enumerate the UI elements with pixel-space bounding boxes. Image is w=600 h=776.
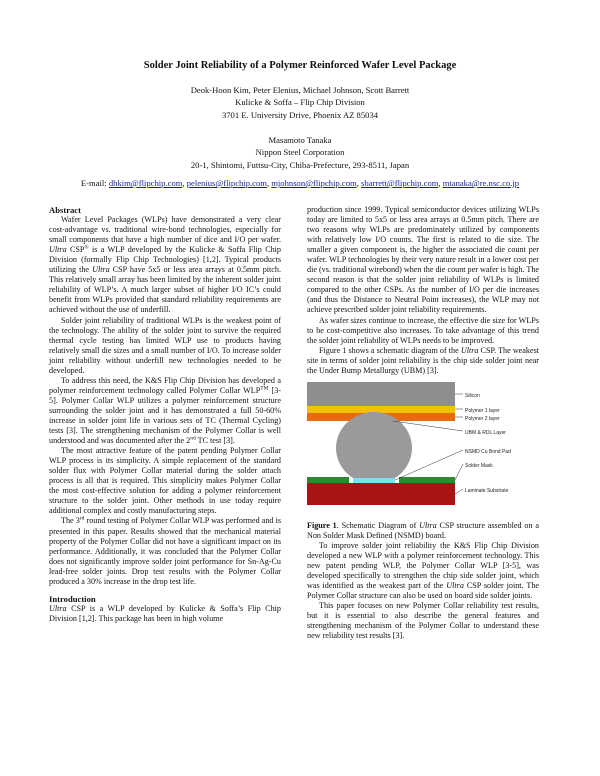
solder-mask-right [399,477,455,483]
figure-1 [307,382,539,518]
introduction-heading: Introduction [49,593,96,604]
email-link[interactable]: pelenius@flipchip.com [186,178,267,188]
intro-paragraph: As wafer sizes continue to increase, the effective die size for WLPs to be cost-competitive also increases. To take advantage of this trend the solder joint reliability of WLPs needs to be improved. [307,315,539,345]
figure-label: Polymer 2 layer [465,415,500,422]
author-block [0,84,600,121]
cu-bond-pad [353,478,395,483]
solder-ball [336,412,412,484]
figure-label: Polymer 1 layer [465,407,500,414]
figure-label: Solder Mask [465,462,493,469]
figure-label: NSMD Cu Bond Pad [465,448,511,455]
email-link[interactable]: mjohnson@flipchip.com [271,178,357,188]
address-1: 3701 E. University Drive, Phoenix AZ 85034 [221,109,379,120]
abstract-paragraph: The 3rd round testing of Polymer Collar WLP was performed and is presented in this paper. Results showed that the mechanical material property of the Polymer Collar did not have a significant impact on its performance. Additionally, it was concluded that the Polymer Collar does not significantly improve solder joint performance for Sn-Ag-Cu lead-free solder joints. Drop test results with the Polymer Collar produced a 30% increase in the drop test life. [49,515,281,586]
polymer1-layer [307,406,455,413]
abstract-paragraph: Wafer Level Packages (WLPs) have demonstrated a very clear cost-advantage vs. traditional wire-bond technologies, especially for small components that have a high number of dice and I/O per wafer. Ultra CSP® is a WLP developed by the Kulicke & Soffa Flip Chip Division (formally Flip Chip Technologies) [1,2]. Typical products utilizing the Ultra CSP have 5x5 or less area arrays at 0.5mm pitch. This relatively small array has been limited by the inherent solder joint reliability of WLP’s. A much larger subset of higher I/O IC’s could benefit from WLPs provided that standard reliability requirements are achieved without the use of underfill. [49,215,281,315]
figure-label: Silicon [465,392,480,399]
paper-title: Solder Joint Reliability of a Polymer Reinforced Wafer Level Package [143,60,457,71]
figure-label: UBM & RDL Layer [465,429,506,436]
author-2: Masamoto Tanaka [268,135,332,145]
affiliation-2: Nippon Steel Corporation [255,147,345,158]
laminate-substrate [307,483,455,505]
intro-paragraph-start: Ultra CSP is a WLP developed by Kulicke & Soffa’s Flip Chip Division [1,2]. This package has been in high volume [49,603,281,623]
figure-label: Laminate Substrate [465,487,509,494]
intro-paragraph: This paper focuses on new Polymer Collar reliability test results, but it is essential to also describe the general features and strengthening mechanism of the Polymer Collar to understand these new reliability test results [3]. [307,601,539,641]
right-column [307,205,539,641]
figure-1-caption: Figure 1. Schematic Diagram of Ultra CSP structure assembled on a Non Solder Mask Defined (NSMD) board. [307,520,539,540]
email-line: E-mail: dhkim@flipchip.com, pelenius@flipchip.com, mjohnson@flipchip.com, sbarrett@flipchip.com, mtanaka@re.nsc.co.jp [80,178,520,188]
abstract-heading: Abstract [49,205,81,215]
address-2: 20-1, Shintomi, Futtsu-City, Chiba-Prefecture, 293-8511, Japan [190,159,410,170]
intro-paragraph: Figure 1 shows a schematic diagram of the Ultra CSP. The weakest site in terms of solder joint reliability is the chip side solder joint near the Under Bump Metallurgy (UBM) [3]. [307,345,539,375]
abstract-paragraph: To address this need, the K&S Flip Chip Division has developed a polymer reinforcement technology called Polymer Collar WLP™ [3-5]. Polymer Collar WLP utilizes a polymer reinforcement structure surrounding the solder joint and it has demonstrated a full 50-60% increase in solder joint life in various sets of TC (Thermal Cycling) tests [3]. The strengthening mechanism of the Polymer Collar is well understood and was documented after the 2nd TC test [3]. [49,375,281,446]
intro-paragraph-continued: production since 1999. Typical semiconductor devices utilizing WLPs today are limited to 5x5 or less area arrays at 0.5mm pitch. There are two reasons why WLPs are predominately utilized by components with relatively low I/O counts. The first is related to die size. The smaller a given component is, the higher the associated die count per wafer. WLP technologies by their very nature result in a lower cost per die (vs. traditional wirebond) when the die count per wafer is high. The second reason is that the solder joint reliability of WLPs is limited compared to the other CSPs. As the number of I/O per die increases (and thus the Distance to Neutral Point increases), the WLP may not achieve prescribed solder joint reliability requirements. [307,205,539,315]
author-block-2 [0,134,600,171]
intro-paragraph: To improve solder joint reliability the K&S Flip Chip Division developed a new WLP with a polymer reinforcement technology. This new patent pending WLP, the Polymer Collar WLP [3-5], was developed specifically to strengthen the chip side solder joint, which was identified as the weakest part of the Ultra CSP solder joint. The Polymer Collar structure can also be used on board side solder joints. [307,540,539,601]
abstract-paragraph: The most attractive feature of the patent pending Polymer Collar WLP process is its simplicity. A simple replacement of the standard solder flux with Polymer Collar material during the solder attach process is all that is required. This simplicity makes Polymer Collar the most cost-effective solution for adding a polymer reinforcement structure to the solder joint. Other methods in use today require additional complex and costly manufacturing steps. [49,446,281,516]
affiliation-1: Kulicke & Soffa – Flip Chip Division [235,97,365,108]
email-link[interactable]: sbarrett@flipchip.com [361,178,439,188]
authors-line: Deok-Hoon Kim, Peter Elenius, Michael Johnson, Scott Barrett [190,85,410,95]
abstract-paragraph: Solder joint reliability of traditional WLPs is the weakest point of the technology. The ability of the solder joint to survive the required thermal cycle testing has limited WLP use to products having relatively small die sizes and a small number of I/O. To increase solder joint reliability without underfill new technologies needed to be developed. [49,315,281,375]
solder-mask-left [307,477,349,483]
email-label: E-mail: [80,178,107,188]
email-link[interactable]: dhkim@flipchip.com [108,178,183,188]
email-link[interactable]: mtanaka@re.nsc.co.jp [442,178,520,188]
left-column [49,205,281,624]
silicon-layer [307,382,455,406]
